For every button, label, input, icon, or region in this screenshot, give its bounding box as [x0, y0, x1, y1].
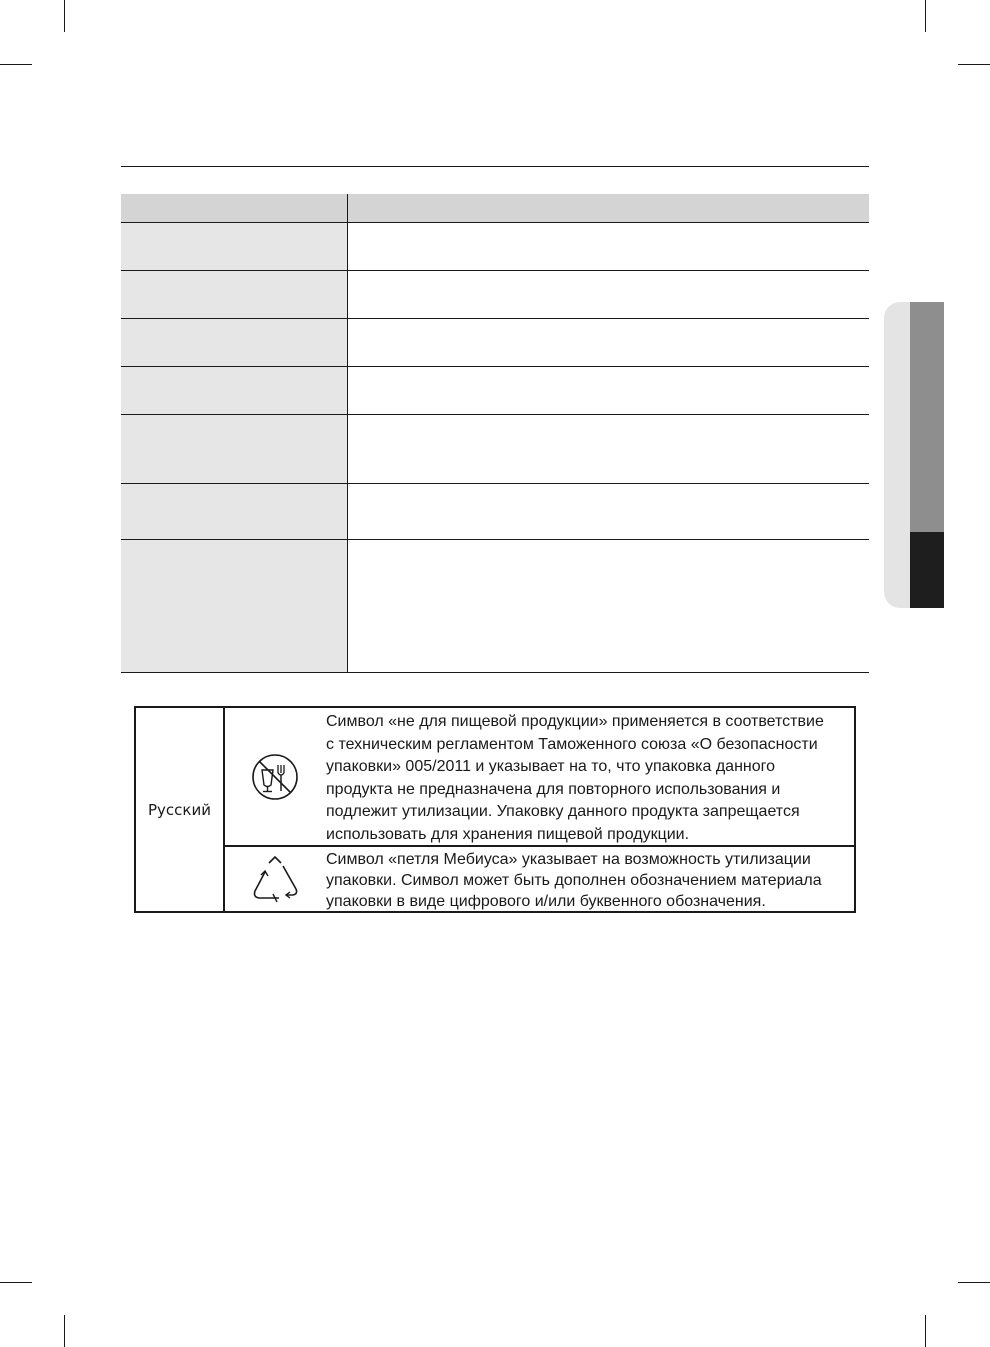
row-value [348, 540, 870, 673]
row-label [121, 367, 348, 415]
description-line: Символ «петля Мебиуса» указывает на возможность утилизации [326, 851, 811, 868]
table-row [121, 271, 869, 319]
crop-mark-top-right-h [958, 64, 990, 65]
row-value [348, 367, 870, 415]
language-cell [136, 708, 225, 911]
mobius-loop-icon [248, 854, 302, 904]
row-label [121, 223, 348, 271]
mobius-loop-description [326, 849, 834, 912]
row-value [348, 415, 870, 484]
section-top-rule [121, 166, 869, 167]
table-row [121, 484, 869, 540]
crop-mark-top-right-v [925, 0, 926, 32]
row-value [348, 319, 870, 367]
not-for-food-icon-cell [225, 708, 325, 845]
crop-mark-top-left-h [0, 64, 32, 65]
description-line: продукта не предназначена для повторного использования и [326, 780, 781, 798]
spec-table-header [121, 194, 869, 223]
spec-header-value [348, 194, 870, 223]
description-line: Символ «не для пищевой продукции» применяется в соответствие [326, 713, 824, 730]
table-row [121, 415, 869, 484]
crop-mark-bottom-left-h [0, 1282, 32, 1283]
not-for-food-icon [249, 751, 301, 803]
side-tab-gray-segment [910, 302, 944, 532]
description-line: упаковки в виде цифрового и/или буквенного обозначения. [326, 893, 766, 910]
description-line: подлежит утилизации. Упаковку данного продукта запрещается [326, 803, 800, 820]
row-value [348, 223, 870, 271]
row-value [348, 484, 870, 540]
row-label [121, 484, 348, 540]
crop-mark-bottom-left-v [64, 1315, 65, 1347]
not-for-food-description [326, 711, 834, 846]
table-row [121, 540, 869, 673]
row-label [121, 319, 348, 367]
row-label [121, 415, 348, 484]
packaging-symbols-notice [134, 706, 856, 913]
crop-mark-bottom-right-v [925, 1315, 926, 1347]
mobius-loop-icon-cell [225, 847, 325, 911]
crop-mark-top-left-v [64, 0, 65, 32]
side-tab-light-segment [884, 302, 910, 608]
row-label [121, 271, 348, 319]
table-row [121, 367, 869, 415]
description-line: упаковки» 005/2011 и указывает на то, что упаковка данного [326, 758, 776, 775]
spec-header-label [121, 194, 348, 223]
description-line: использовать для хранения пищевой продукции. [326, 825, 690, 843]
specification-table [121, 194, 869, 673]
description-line: упаковки. Символ может быть дополнен обозначением материала [326, 872, 822, 889]
table-row [121, 223, 869, 271]
language-side-tab [884, 302, 944, 608]
crop-mark-bottom-right-h [958, 1282, 990, 1283]
side-tab-dark-segment [910, 532, 944, 608]
language-label: Русский [148, 800, 211, 819]
row-value [348, 271, 870, 319]
row-label [121, 540, 348, 673]
table-row [121, 319, 869, 367]
description-line: с техническим регламентом Таможенного союза «О безопасности [326, 735, 818, 753]
